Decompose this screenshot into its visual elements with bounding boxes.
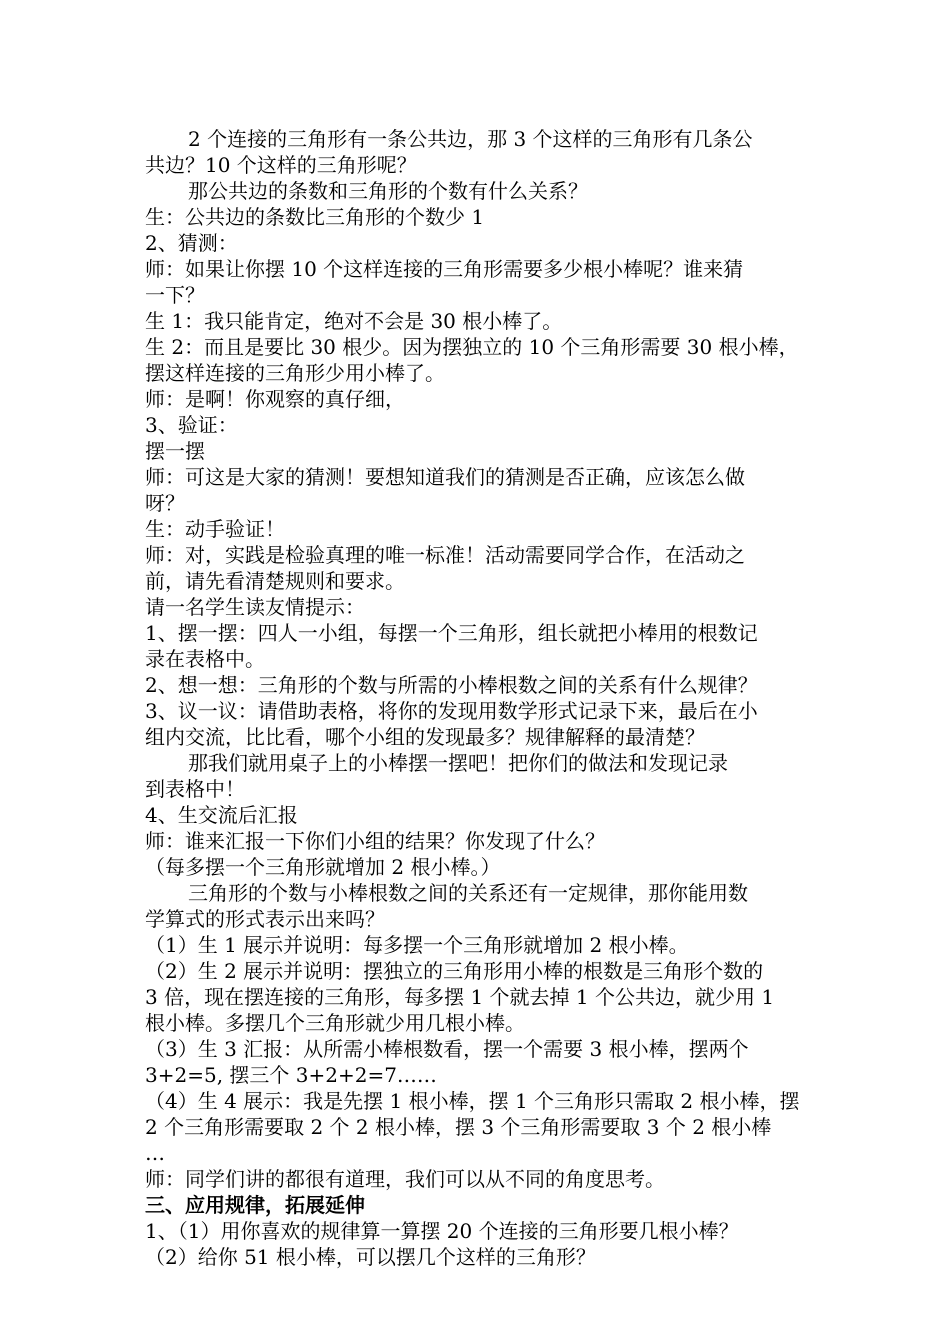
text-line: （3）生 3 汇报：从所需小棒根数看，摆一个需要 3 根小棒，摆两个	[145, 1037, 749, 1061]
text-line: 生 2：而且是要比 30 根少。因为摆独立的 10 个三角形需要 30 根小棒，	[145, 335, 799, 359]
text-line: 1、（1）用你喜欢的规律算一算摆 20 个连接的三角形要几根小棒？	[145, 1219, 739, 1243]
text-line: 呀？	[145, 491, 185, 515]
text-line: 2 个连接的三角形有一条公共边，那 3 个这样的三角形有几条公	[188, 127, 753, 151]
text-line: 请一名学生读友情提示：	[145, 595, 365, 619]
text-line: 那我们就用桌子上的小棒摆一摆吧！把你们的做法和发现记录	[188, 751, 728, 775]
text-line: 生：动手验证！	[145, 517, 285, 541]
document-body	[145, 126, 815, 1270]
text-line: 师：同学们讲的都很有道理，我们可以从不同的角度思考。	[145, 1167, 665, 1191]
text-line: 前，请先看清楚规则和要求。	[145, 569, 405, 593]
text-line: 师：谁来汇报一下你们小组的结果？你发现了什么？	[145, 829, 605, 853]
text-line: 组内交流，比比看，哪个小组的发现最多？规律解释的最清楚？	[145, 725, 705, 749]
text-line: （1）生 1 展示并说明：每多摆一个三角形就增加 2 根小棒。	[145, 933, 689, 957]
text-line: 师：如果让你摆 10 个这样连接的三角形需要多少根小棒呢？谁来猜	[145, 257, 744, 281]
text-line: …	[145, 1141, 165, 1165]
text-line: 三角形的个数与小棒根数之间的关系还有一定规律，那你能用数	[188, 881, 748, 905]
text-line: （2）生 2 展示并说明：摆独立的三角形用小棒的根数是三角形个数的	[145, 959, 764, 983]
text-line: 那公共边的条数和三角形的个数有什么关系？	[188, 179, 588, 203]
text-line: 4、生交流后汇报	[145, 803, 298, 827]
text-line: （2）给你 51 根小棒，可以摆几个这样的三角形？	[145, 1245, 596, 1269]
text-line: 师：是啊！你观察的真仔细，	[145, 387, 405, 411]
text-line: 师：可这是大家的猜测！要想知道我们的猜测是否正确，应该怎么做	[145, 465, 745, 489]
text-line: 学算式的形式表示出来吗？	[145, 907, 385, 931]
text-line: 3 倍，现在摆连接的三角形，每多摆 1 个就去掉 1 个公共边，就少用 1	[145, 985, 775, 1009]
section-heading: 三、应用规律，拓展延伸	[145, 1193, 365, 1217]
text-line: 生 1：我只能肯定，绝对不会是 30 根小棒了。	[145, 309, 563, 333]
text-line: 录在表格中。	[145, 647, 265, 671]
text-line: 到表格中！	[145, 777, 245, 801]
text-line: 2、想一想：三角形的个数与所需的小棒根数之间的关系有什么规律？	[145, 673, 758, 697]
text-line: 根小棒。多摆几个三角形就少用几根小棒。	[145, 1011, 525, 1035]
text-line: 3+2=5, 摆三个 3+2+2=7……	[145, 1063, 437, 1087]
text-line: 3、议一议：请借助表格，将你的发现用数学形式记录下来，最后在小	[145, 699, 758, 723]
text-line: （4）生 4 展示：我是先摆 1 根小棒，摆 1 个三角形只需取 2 根小棒，摆	[145, 1089, 800, 1113]
text-line: 生：公共边的条数比三角形的个数少 1	[145, 205, 485, 229]
text-line: 1、摆一摆：四人一小组，每摆一个三角形，组长就把小棒用的根数记	[145, 621, 758, 645]
text-line: 2、猜测：	[145, 231, 238, 255]
text-line: 共边？10 个这样的三角形呢？	[145, 153, 417, 177]
text-line: 师：对，实践是检验真理的唯一标准！活动需要同学合作，在活动之	[145, 543, 745, 567]
text-line: 3、验证：	[145, 413, 238, 437]
text-line: 摆一摆	[145, 439, 205, 463]
text-line: 2 个三角形需要取 2 个 2 根小棒，摆 3 个三角形需要取 3 个 2 根小棒	[145, 1115, 772, 1139]
text-line: （每多摆一个三角形就增加 2 根小棒。）	[145, 855, 501, 879]
text-line: 一下？	[145, 283, 205, 307]
text-line: 摆这样连接的三角形少用小棒了。	[145, 361, 445, 385]
